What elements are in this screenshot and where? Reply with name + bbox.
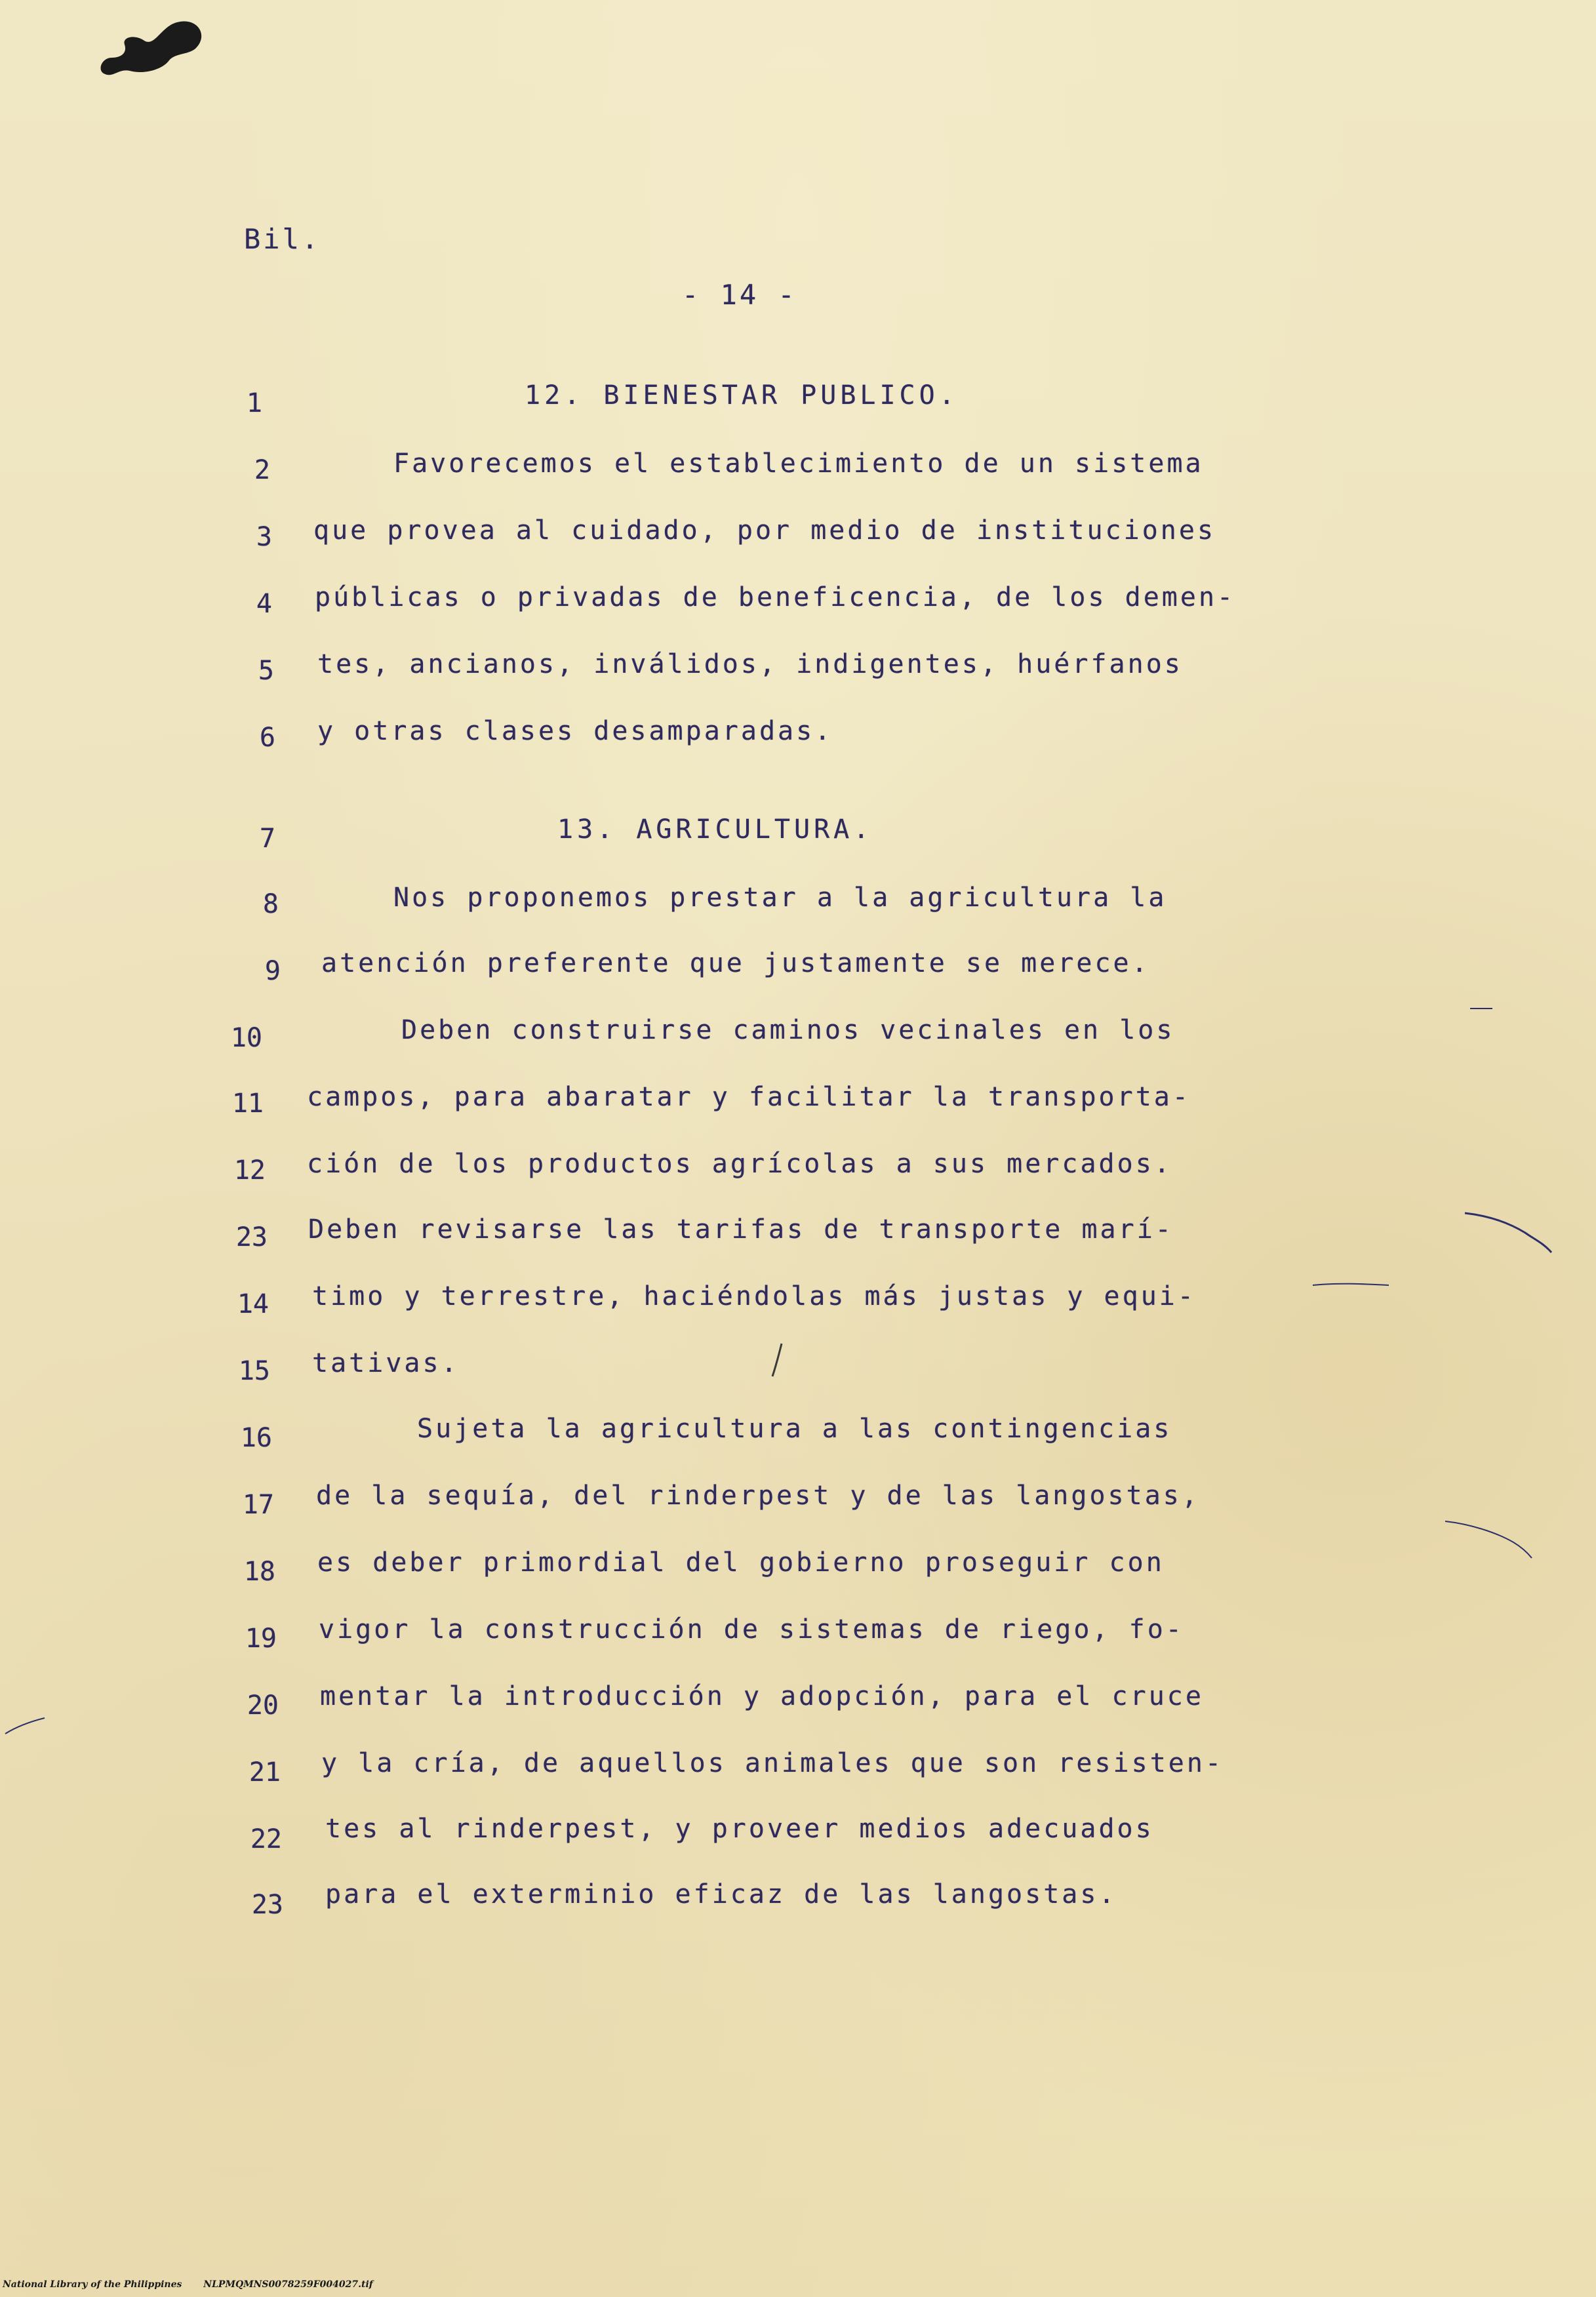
text-line: tativas. xyxy=(312,1348,460,1378)
library-name: National Library of the Philippines xyxy=(3,2279,182,2290)
line-number: 4 xyxy=(256,589,272,619)
text-line: tes al rinderpest, y proveer medios adecuados xyxy=(325,1814,1154,1844)
line-number: 18 xyxy=(243,1557,275,1587)
line-number: 11 xyxy=(231,1089,264,1119)
text-line: ción de los productos agrícolas a sus mercados. xyxy=(307,1149,1172,1179)
text-line: es deber primordial del gobierno proseguir con xyxy=(317,1548,1165,1578)
text-line: públicas o privadas de beneficencia, de los demen- xyxy=(315,582,1236,612)
text-line: tes, ancianos, inválidos, indigentes, huérfanos xyxy=(317,649,1183,679)
pen-stroke-mark xyxy=(3,1705,49,1744)
text-line: vigor la construcción de sistemas de riego, fo- xyxy=(319,1614,1184,1645)
line-number: 19 xyxy=(245,1624,277,1654)
pen-dot-mark xyxy=(1469,1005,1495,1012)
line-number: 3 xyxy=(256,522,272,552)
text-line: Deben revisarse las tarifas de transporte marí- xyxy=(308,1214,1174,1245)
line-number: 8 xyxy=(262,889,279,919)
text-line: Deben construirse caminos vecinales en los xyxy=(401,1015,1175,1045)
section-heading: 13. AGRICULTURA. xyxy=(557,814,873,845)
line-number: 22 xyxy=(250,1824,282,1854)
text-line: Nos proponemos prestar a la agricultura la xyxy=(393,883,1167,913)
text-line: de la sequía, del rinderpest y de las langostas, xyxy=(316,1481,1200,1511)
line-number: 17 xyxy=(242,1490,274,1520)
pen-stroke-mark xyxy=(1311,1277,1390,1290)
section-heading: 12. BIENESTAR PUBLICO. xyxy=(525,380,959,410)
line-number: 23 xyxy=(235,1222,268,1252)
archive-footer xyxy=(3,2279,391,2290)
line-number: 9 xyxy=(264,956,281,986)
line-number: 6 xyxy=(259,723,275,753)
text-line: Sujeta la agricultura a las contingencias xyxy=(417,1414,1172,1444)
line-number: 12 xyxy=(233,1155,266,1186)
text-line: que provea al cuidado, por medio de instituciones xyxy=(313,515,1216,546)
line-number: 15 xyxy=(238,1356,270,1386)
text-line: atención preferente que justamente se merece. xyxy=(321,948,1150,978)
file-id: NLPMQMNS0078259F004027.tif xyxy=(203,2279,373,2290)
text-line: campos, para abaratar y facilitar la transporta- xyxy=(307,1082,1191,1112)
line-number: 16 xyxy=(240,1423,272,1453)
pen-stroke-mark xyxy=(1443,1508,1534,1561)
pen-stroke-mark xyxy=(1462,1193,1554,1259)
line-number: 7 xyxy=(259,824,275,854)
line-number: 14 xyxy=(237,1289,269,1319)
line-number: 10 xyxy=(230,1023,262,1053)
document-code: Bil. xyxy=(244,223,321,255)
text-line: y la cría, de aquellos animales que son resisten- xyxy=(321,1748,1224,1778)
line-number: 1 xyxy=(246,388,262,418)
text-line: timo y terrestre, haciéndolas más justas y equi- xyxy=(312,1281,1196,1311)
text-line: para el exterminio eficaz de las langostas. xyxy=(325,1879,1117,1909)
text-line: Favorecemos el establecimiento de un sistema xyxy=(393,449,1204,479)
line-number: 5 xyxy=(258,656,274,686)
line-number: 20 xyxy=(247,1690,279,1721)
page-number: - 14 - xyxy=(682,279,797,311)
line-number: 2 xyxy=(254,455,270,485)
text-line: mentar la introducción y adopción, para el cruce xyxy=(320,1681,1204,1711)
text-line: y otras clases desamparadas. xyxy=(317,716,833,746)
pen-stroke-mark xyxy=(767,1341,793,1380)
line-number: 21 xyxy=(249,1757,281,1788)
line-number: 23 xyxy=(251,1890,283,1920)
punch-hole-mark xyxy=(98,14,210,87)
